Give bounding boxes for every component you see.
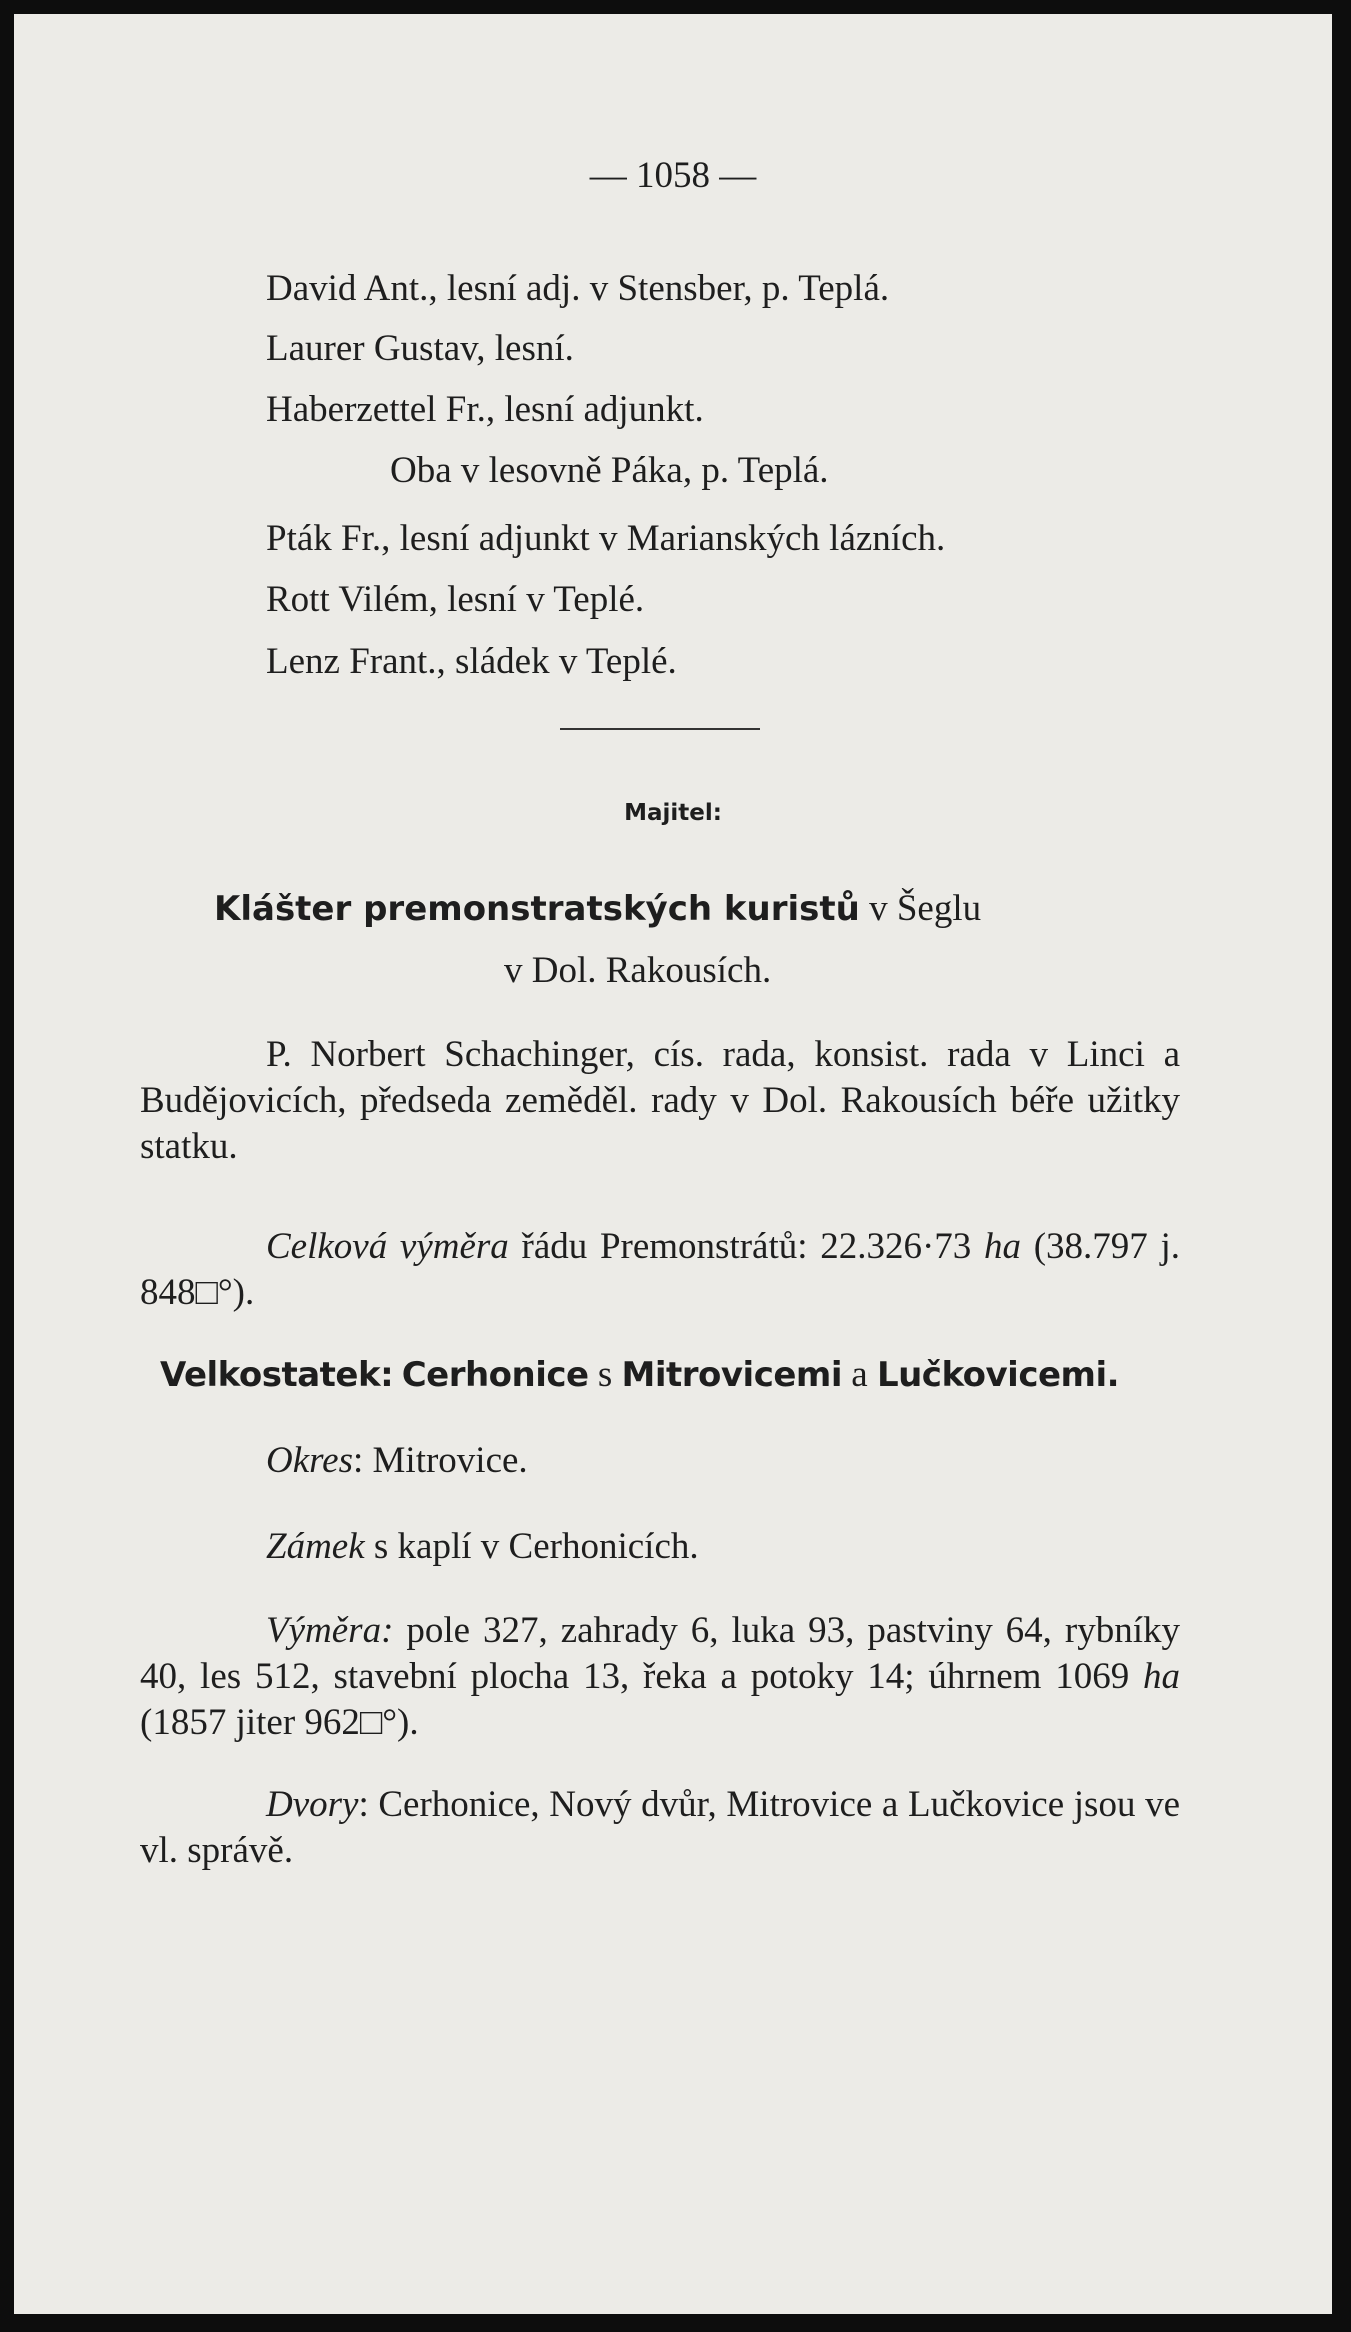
district-value: : Mitrovice. xyxy=(353,1440,528,1481)
document-page xyxy=(14,14,1332,2314)
farms-paragraph xyxy=(140,1782,1180,1874)
owner-location: v Dol. Rakousích. xyxy=(504,950,772,991)
area-label: Výměra: xyxy=(266,1610,394,1651)
owner-name-rest: v Šeglu xyxy=(859,888,982,929)
owner-label: Majitel: xyxy=(624,800,722,826)
area-text: pole 327, zahrady 6, luka 93, pastviny 64, rybníky 40, les 512, stavební plocha 13, řeka a potoky 14; úhrnem 1069 xyxy=(140,1610,1180,1697)
section-divider xyxy=(560,728,760,730)
estate-heading xyxy=(160,1352,1119,1399)
area-paragraph xyxy=(140,1608,1180,1746)
total-area-text: řádu Premonstrátů: 22.326·73 xyxy=(508,1226,984,1267)
estate-name-2: Mitrovicemi xyxy=(621,1355,842,1395)
district-label: Okres xyxy=(266,1440,353,1481)
total-area-label: Celková výměra xyxy=(266,1226,509,1267)
person-line: Rott Vilém, lesní v Teplé. xyxy=(266,579,645,620)
person-line: Haberzettel Fr., lesní adjunkt. xyxy=(266,389,704,430)
estate-name-3: Lučkovicemi. xyxy=(876,1355,1120,1395)
estate-prefix: Velkostatek: xyxy=(160,1355,394,1395)
administrator-paragraph: P. Norbert Schachinger, cís. rada, konsist. rada v Linci a Budějovicích, předseda zeměděl. rady v Dol. Rakousích béře užitky statku. xyxy=(140,1034,1180,1167)
district-line xyxy=(266,1438,528,1484)
total-area-tail: (38.797 j. 848□°). xyxy=(140,1226,1180,1313)
total-area-paragraph xyxy=(140,1224,1180,1316)
owner-name xyxy=(214,886,981,932)
farms-label: Dvory xyxy=(266,1784,359,1825)
castle-line xyxy=(266,1524,699,1570)
page-number: — 1058 — xyxy=(589,155,757,196)
area-tail: (1857 jiter 962□°). xyxy=(140,1702,419,1743)
person-line: Pták Fr., lesní adjunkt v Marianských lázních. xyxy=(266,518,946,559)
person-line: Oba v lesovně Páka, p. Teplá. xyxy=(390,450,829,491)
castle-value: s kaplí v Cerhonicích. xyxy=(364,1526,699,1567)
person-line: Laurer Gustav, lesní. xyxy=(266,328,574,369)
total-area-unit: ha xyxy=(984,1226,1021,1267)
farms-value: : Cerhonice, Nový dvůr, Mitrovice a Lučkovice jsou ve vl. správě. xyxy=(140,1784,1180,1871)
estate-conj-2: a xyxy=(842,1354,877,1395)
person-line: Lenz Frant., sládek v Teplé. xyxy=(266,641,677,682)
castle-label: Zámek xyxy=(266,1526,365,1567)
owner-name-bold: Klášter premonstratských kuristů xyxy=(214,889,860,929)
estate-conj-1: s xyxy=(588,1354,622,1395)
area-unit: ha xyxy=(1143,1656,1180,1697)
person-line: David Ant., lesní adj. v Stensber, p. Teplá. xyxy=(266,268,890,309)
estate-name-1: Cerhonice xyxy=(401,1355,589,1395)
